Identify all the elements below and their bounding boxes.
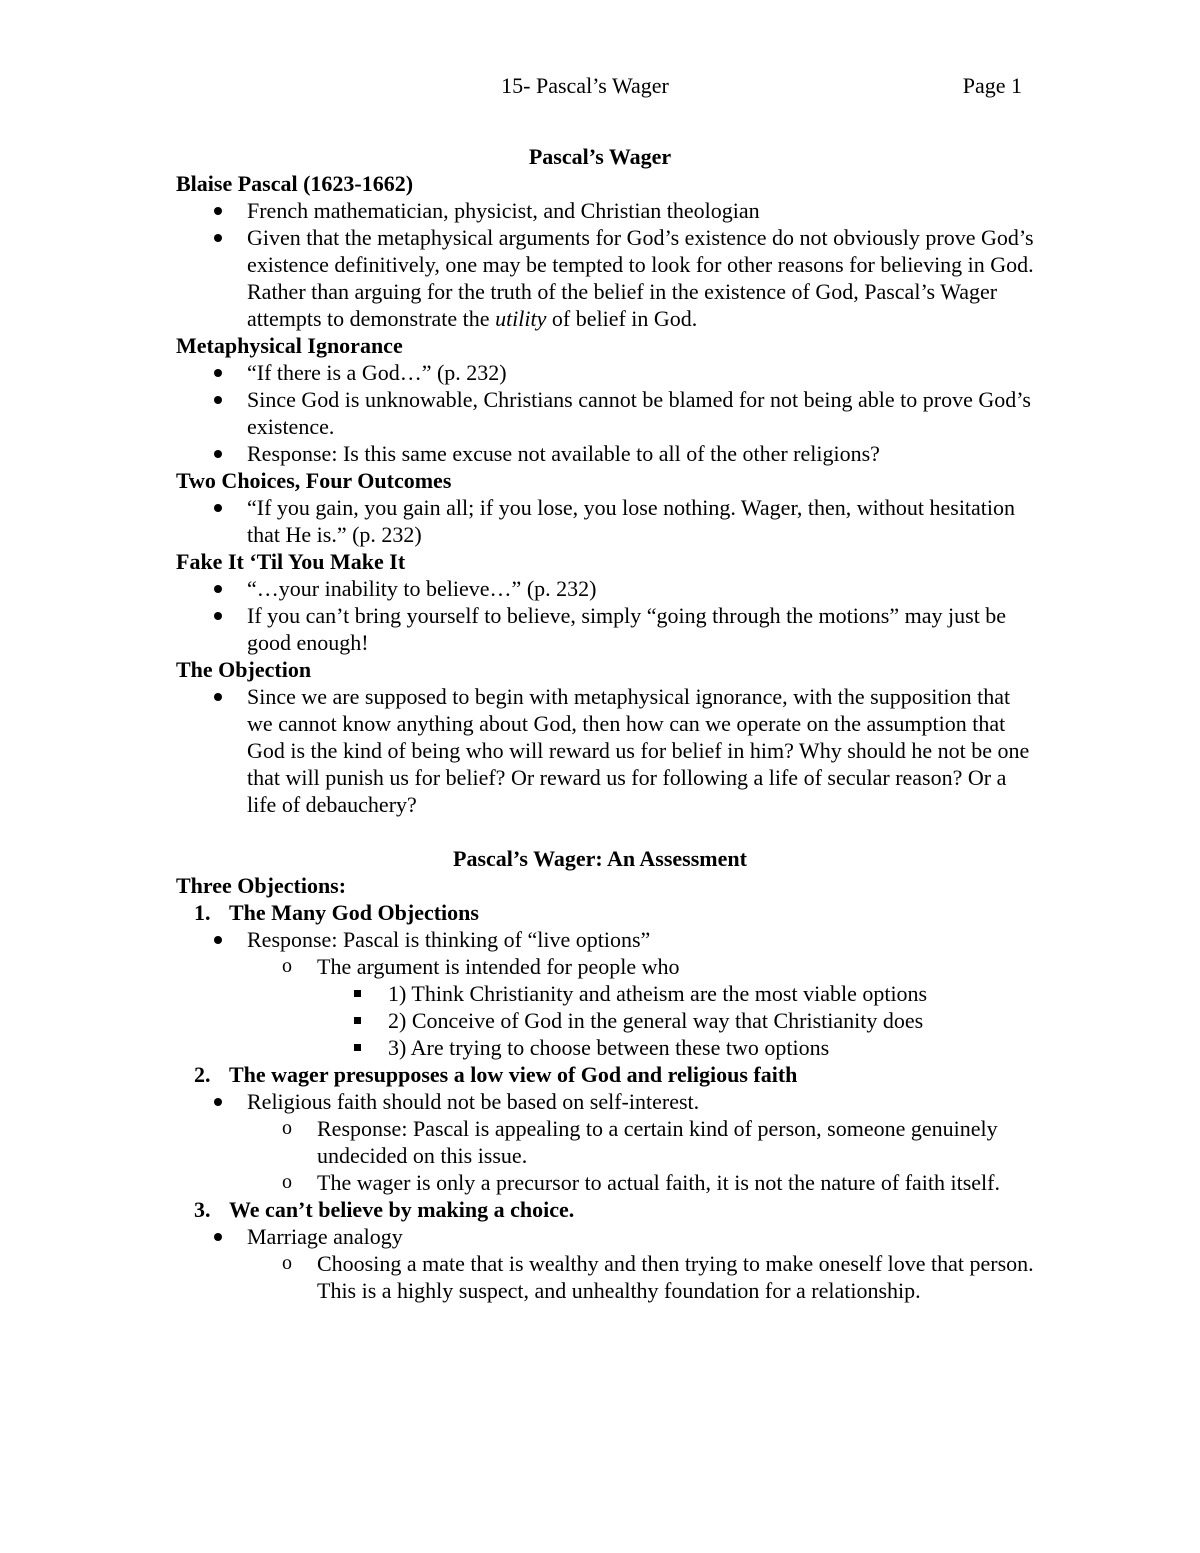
heading-three-objections: Three Objections: [176,873,347,898]
circle-bullet-icon: o [282,955,292,977]
bullet-icon [211,386,225,413]
bullet-icon [211,440,225,467]
numbered-item: 3. We can’t believe by making a choice. [194,1197,575,1222]
page-header [0,73,1200,101]
list-item: o The wager is only a precursor to actual faith, it is not the nature of faith itself. [282,1170,1000,1195]
heading-the-objection: The Objection [176,657,312,682]
document-body [176,143,1036,1304]
list-item: o The argument is intended for people who [282,954,680,979]
bullet-icon [211,602,225,629]
heading-two-choices: Two Choices, Four Outcomes [176,468,452,493]
list-item: o Choosing a mate that is wealthy and then trying to make oneself love that person. This is a highly suspect, and unhealthy foundation for a relationship. [282,1251,1034,1303]
list-item: French mathematician, physicist, and Christian theologian [176,197,1036,224]
bullet-icon [211,683,225,710]
bullet-icon [211,575,225,602]
list-item: 3) Are trying to choose between these two options [176,1034,1036,1061]
section-title: Pascal’s Wager [528,144,672,169]
square-bullet-icon [354,1007,361,1034]
bullet-icon [211,359,225,386]
bullet-icon [211,926,225,953]
page-number: Page 1 [962,73,1022,98]
list-item: 2) Conceive of God in the general way that Christianity does [176,1007,1036,1034]
list-item: o Response: Pascal is appealing to a certain kind of person, someone genuinely undecided on this issue. [282,1116,998,1168]
circle-bullet-icon: o [282,1117,292,1139]
header-title: 15- Pascal’s Wager [501,73,669,98]
heading-blaise-pascal: Blaise Pascal (1623-1662) [176,171,414,196]
square-bullet-icon [354,980,361,1007]
circle-bullet-icon: o [282,1171,292,1193]
list-item: Given that the metaphysical arguments for God’s existence do not obviously prove God’s existence definitively, one may be tempted to look for other reasons for believing in God. Rather than arguing for the truth of the belief in the existence of God, Pascal’s Wager attempts to demonstrate the utility of belief in God. [176,224,1036,332]
list-item: “If you gain, you gain all; if you lose, you lose nothing. Wager, then, without hesitation that He is.” (p. 232) [176,494,1036,548]
bullet-icon [211,1088,225,1115]
list-item: Religious faith should not be based on self-interest. [176,1088,1036,1115]
bullet-icon [211,494,225,521]
bullet-icon [211,224,225,251]
numbered-item: 1. The Many God Objections [194,900,479,925]
square-bullet-icon [354,1034,361,1061]
heading-fake-it: Fake It ‘Til You Make It [176,549,406,574]
list-item: 1) Think Christianity and atheism are the most viable options [176,980,1036,1007]
list-item: Response: Is this same excuse not available to all of the other religions? [176,440,1036,467]
heading-metaphysical-ignorance: Metaphysical Ignorance [176,333,403,358]
emphasis-utility: utility [495,306,547,331]
bullet-icon [211,197,225,224]
list-item: Since we are supposed to begin with metaphysical ignorance, with the supposition that we cannot know anything about God, then how can we operate on the assumption that God is the kind of being who will reward us for belief in him? Why should he not be one that will punish us for belief? Or reward us for following a life of secular reason? Or a life of debauchery? [176,683,1036,818]
circle-bullet-icon: o [282,1252,292,1274]
bullet-icon [211,1223,225,1250]
list-item: Marriage analogy [176,1223,1036,1250]
list-item: Since God is unknowable, Christians cannot be blamed for not being able to prove God’s existence. [176,386,1036,440]
numbered-item: 2. The wager presupposes a low view of God and religious faith [194,1062,798,1087]
list-item: “If there is a God…” (p. 232) [176,359,1036,386]
section-title: Pascal’s Wager: An Assessment [453,846,747,871]
list-item: “…your inability to believe…” (p. 232) [176,575,1036,602]
list-item: If you can’t bring yourself to believe, simply “going through the motions” may just be good enough! [176,602,1036,656]
list-item: Response: Pascal is thinking of “live options” [176,926,1036,953]
